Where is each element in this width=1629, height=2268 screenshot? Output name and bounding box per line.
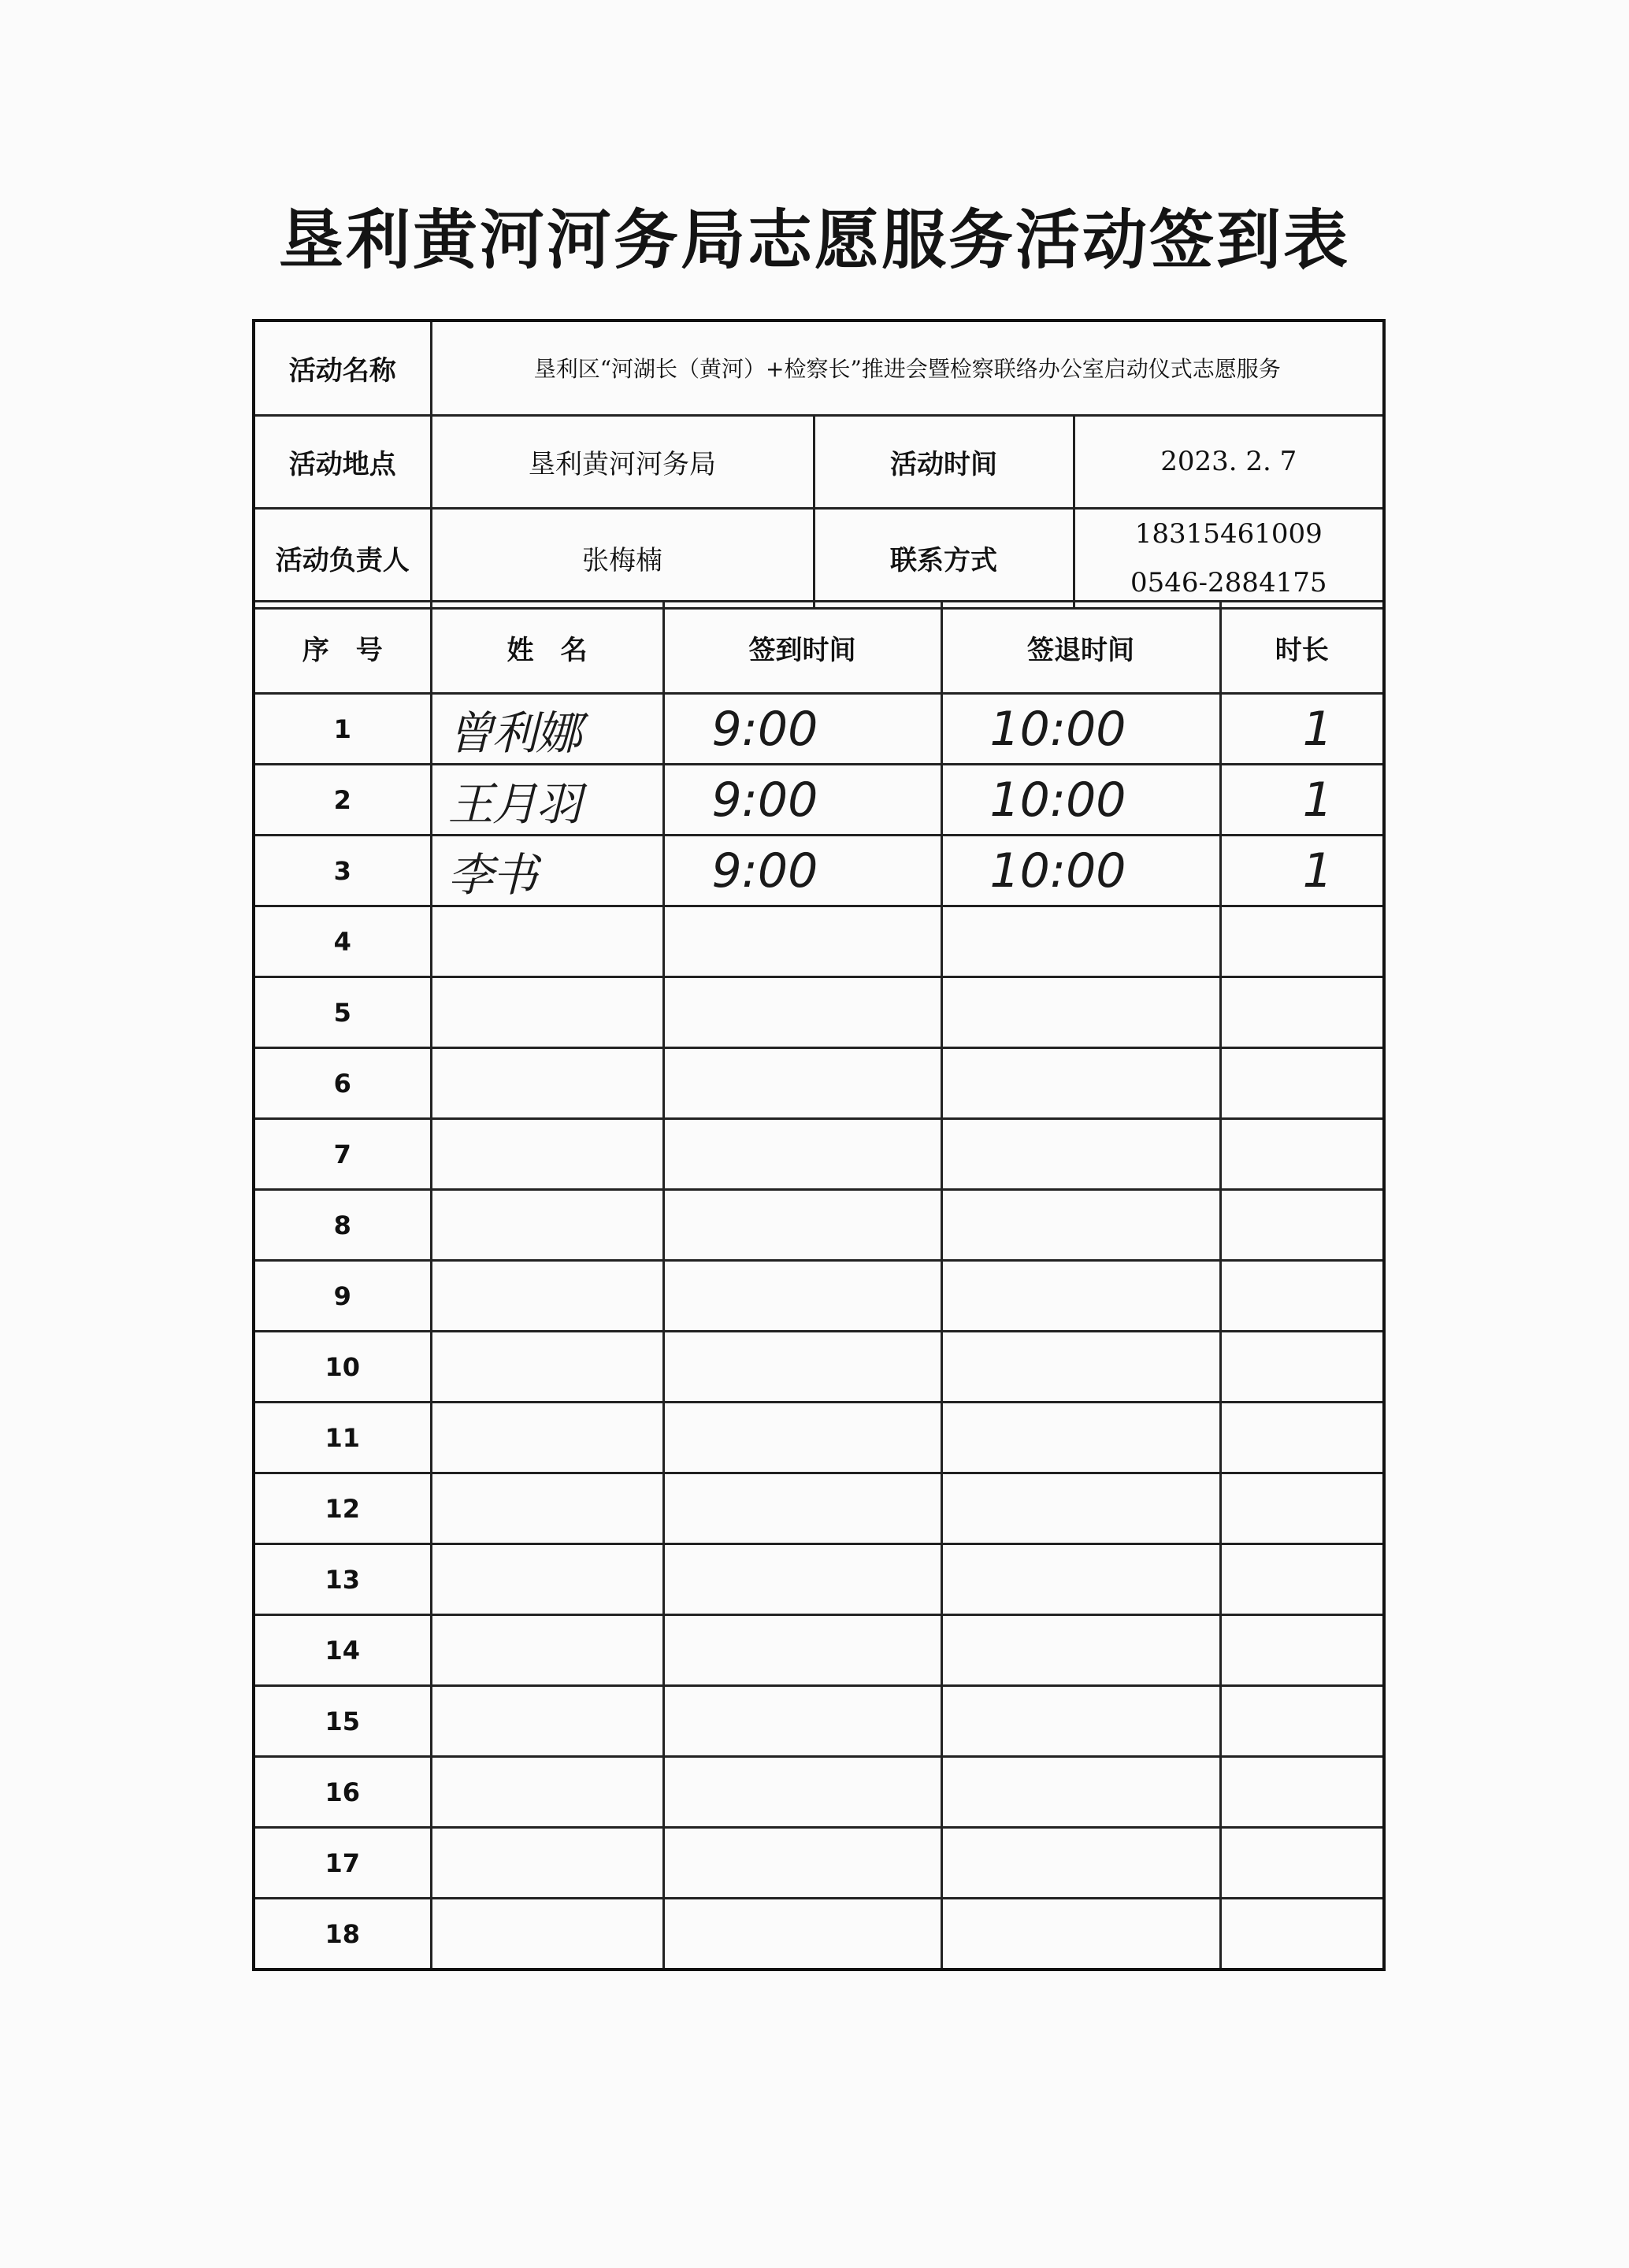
row-number: 13: [254, 1544, 431, 1615]
row-signin-time: [663, 1757, 941, 1828]
row-name: [431, 1757, 663, 1828]
row-signout-time: [941, 1261, 1220, 1332]
row-name: [431, 1332, 663, 1403]
activity-time-value: 2023. 2. 7: [1074, 415, 1384, 508]
row-signout-time: 10:00: [941, 836, 1220, 906]
row-duration: [1220, 1403, 1384, 1473]
row-name: 曾利娜: [431, 694, 663, 765]
row-signout-time: 10:00: [941, 765, 1220, 836]
row-duration: [1220, 906, 1384, 977]
row-number: 11: [254, 1403, 431, 1473]
contact-value: [1074, 508, 1384, 608]
row-signout-time: [941, 1048, 1220, 1119]
table-row: [254, 1190, 1384, 1261]
row-number: 5: [254, 977, 431, 1048]
row-name: 王月羽: [431, 765, 663, 836]
row-duration: 1: [1220, 765, 1384, 836]
row-signin-time: 9:00: [663, 694, 941, 765]
row-signout-time: [941, 1190, 1220, 1261]
row-signin-time: 9:00: [663, 765, 941, 836]
row-name: [431, 1544, 663, 1615]
table-row: [254, 1757, 1384, 1828]
table-row: [254, 1544, 1384, 1615]
row-signout-time: [941, 1828, 1220, 1899]
activity-name-value: 垦利区“河湖长（黄河）+检察长”推进会暨检察联络办公室启动仪式志愿服务: [431, 321, 1384, 415]
table-row: [254, 1828, 1384, 1899]
row-signin-time: 9:00: [663, 836, 941, 906]
activity-location-value: 垦利黄河河务局: [431, 415, 814, 508]
activity-lead-value: 张梅楠: [431, 508, 814, 608]
table-row: [254, 836, 1384, 906]
row-signout-time: [941, 1119, 1220, 1190]
row-duration: 1: [1220, 836, 1384, 906]
col-header-signin-time: 签到时间: [663, 602, 941, 694]
row-signout-time: [941, 1615, 1220, 1686]
row-number: 2: [254, 765, 431, 836]
row-signin-time: [663, 1048, 941, 1119]
row-signin-time: [663, 906, 941, 977]
row-duration: [1220, 1190, 1384, 1261]
row-signin-time: [663, 1899, 941, 1970]
row-name: [431, 1615, 663, 1686]
table-row: [254, 1686, 1384, 1757]
row-number: 16: [254, 1757, 431, 1828]
activity-lead-label: 活动负责人: [254, 508, 431, 608]
row-signin-time: [663, 1190, 941, 1261]
row-duration: [1220, 1332, 1384, 1403]
row-duration: [1220, 1048, 1384, 1119]
row-signout-time: [941, 906, 1220, 977]
row-name: [431, 1048, 663, 1119]
row-number: 15: [254, 1686, 431, 1757]
row-signin-time: [663, 977, 941, 1048]
row-name: [431, 1261, 663, 1332]
row-number: 8: [254, 1190, 431, 1261]
activity-info-table: [252, 319, 1386, 610]
row-duration: [1220, 1686, 1384, 1757]
row-signout-time: [941, 1473, 1220, 1544]
row-number: 1: [254, 694, 431, 765]
row-signout-time: [941, 1899, 1220, 1970]
row-duration: [1220, 1757, 1384, 1828]
table-row: [254, 1615, 1384, 1686]
row-signin-time: [663, 1119, 941, 1190]
row-signin-time: [663, 1261, 941, 1332]
signin-rows: [254, 694, 1384, 1970]
row-signout-time: [941, 1686, 1220, 1757]
row-number: 7: [254, 1119, 431, 1190]
row-duration: [1220, 1119, 1384, 1190]
activity-time-label: 活动时间: [814, 415, 1074, 508]
col-header-signout-time: 签退时间: [941, 602, 1220, 694]
table-row: [254, 1473, 1384, 1544]
table-row: [254, 1119, 1384, 1190]
row-name: [431, 1403, 663, 1473]
row-name: [431, 1828, 663, 1899]
contact-phone-1: 18315461009: [1134, 517, 1323, 550]
row-signout-time: 10:00: [941, 694, 1220, 765]
row-signin-time: [663, 1403, 941, 1473]
row-signout-time: [941, 1757, 1220, 1828]
col-header-duration: 时长: [1220, 602, 1384, 694]
col-header-name: 姓 名: [431, 602, 663, 694]
row-signin-time: [663, 1828, 941, 1899]
row-name: [431, 1190, 663, 1261]
table-row: [254, 977, 1384, 1048]
row-signout-time: [941, 977, 1220, 1048]
row-duration: [1220, 977, 1384, 1048]
page-title: 垦利黄河河务局志愿服务活动签到表: [278, 203, 1350, 278]
row-name: [431, 1119, 663, 1190]
row-duration: 1: [1220, 694, 1384, 765]
row-number: 12: [254, 1473, 431, 1544]
table-row: [254, 694, 1384, 765]
row-number: 14: [254, 1615, 431, 1686]
row-signin-time: [663, 1332, 941, 1403]
row-duration: [1220, 1261, 1384, 1332]
row-name: [431, 1686, 663, 1757]
row-number: 6: [254, 1048, 431, 1119]
row-duration: [1220, 1473, 1384, 1544]
row-name: 李书: [431, 836, 663, 906]
row-number: 3: [254, 836, 431, 906]
table-row: [254, 1261, 1384, 1332]
activity-location-label: 活动地点: [254, 415, 431, 508]
activity-name-label: 活动名称: [254, 321, 431, 415]
row-duration: [1220, 1899, 1384, 1970]
row-number: 9: [254, 1261, 431, 1332]
table-row: [254, 1403, 1384, 1473]
row-duration: [1220, 1828, 1384, 1899]
row-number: 4: [254, 906, 431, 977]
row-signin-time: [663, 1686, 941, 1757]
row-duration: [1220, 1615, 1384, 1686]
row-signin-time: [663, 1473, 941, 1544]
contact-phone-2: 0546-2884175: [1130, 566, 1327, 598]
col-header-number: 序 号: [254, 602, 431, 694]
table-row: [254, 1332, 1384, 1403]
row-signout-time: [941, 1544, 1220, 1615]
row-duration: [1220, 1544, 1384, 1615]
row-signin-time: [663, 1615, 941, 1686]
row-name: [431, 977, 663, 1048]
row-signin-time: [663, 1544, 941, 1615]
row-number: 17: [254, 1828, 431, 1899]
row-name: [431, 1899, 663, 1970]
row-signout-time: [941, 1332, 1220, 1403]
row-signout-time: [941, 1403, 1220, 1473]
row-name: [431, 1473, 663, 1544]
row-number: 18: [254, 1899, 431, 1970]
signin-table: [252, 600, 1386, 1971]
table-row: [254, 1048, 1384, 1119]
row-number: 10: [254, 1332, 431, 1403]
table-row: [254, 906, 1384, 977]
table-row: [254, 765, 1384, 836]
row-name: [431, 906, 663, 977]
contact-label: 联系方式: [814, 508, 1074, 608]
table-row: [254, 1899, 1384, 1970]
